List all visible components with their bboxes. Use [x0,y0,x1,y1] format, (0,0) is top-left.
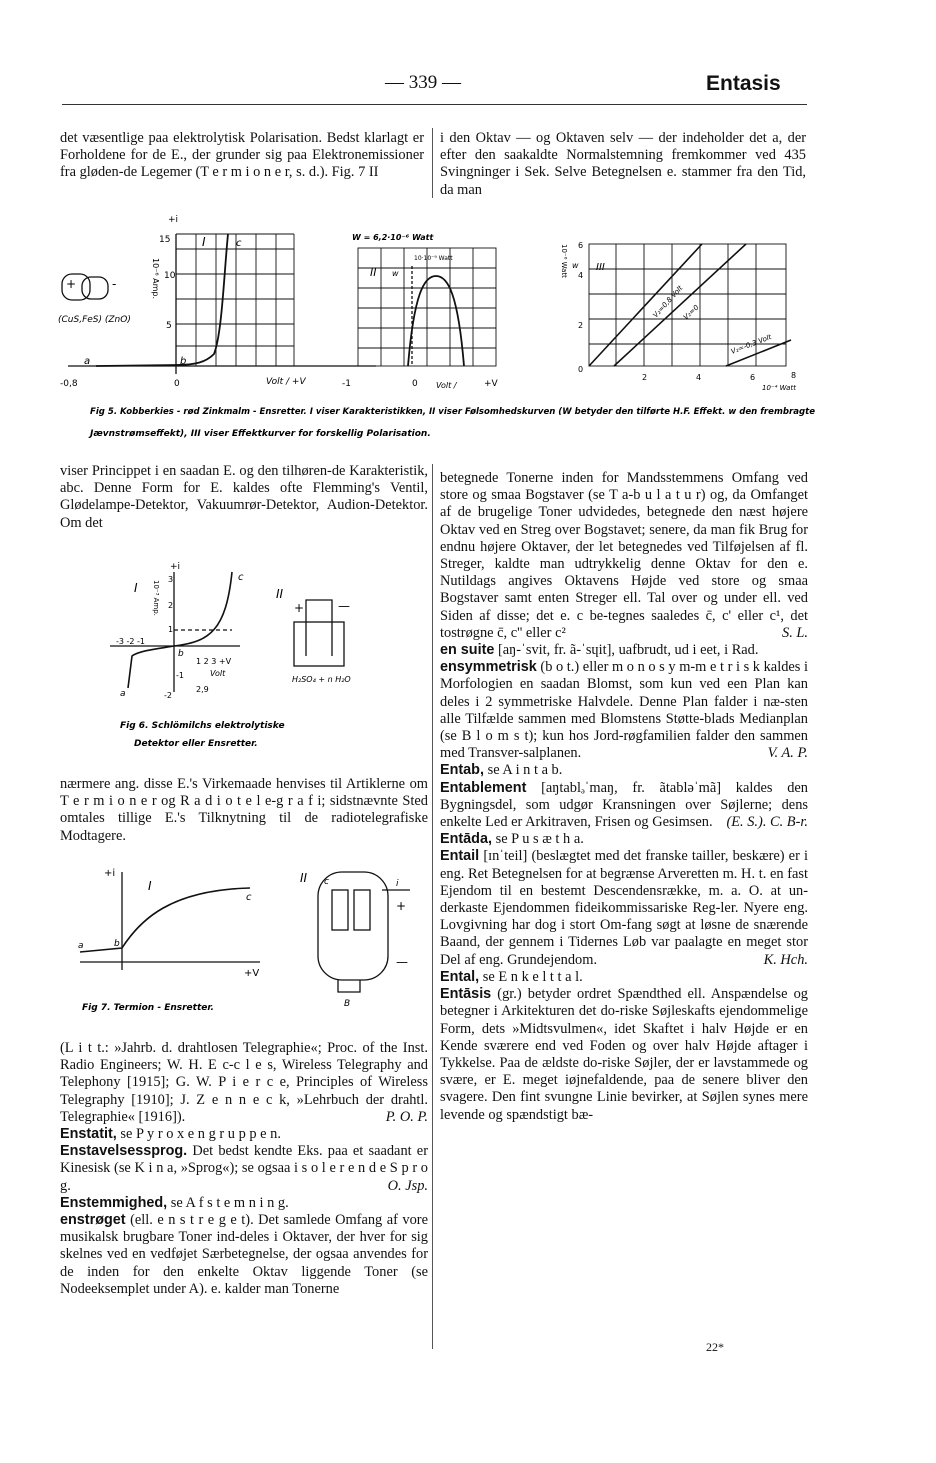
headword: Enstatit, [60,1126,117,1143]
entry-entail [440,848,808,968]
fig6-tick-2: 2 [168,601,174,610]
right-column-top [440,130,806,199]
fig7-curve [80,888,250,952]
entry-text: se A i n t a b. [487,762,563,779]
fig7-label-II: II [300,871,308,885]
p1-tick-10: 10 [164,271,176,281]
p2-label: II [370,266,377,279]
column-divider-top [432,128,433,198]
entry-text: se A f s t e m n i n g. [170,1194,289,1211]
paragraph: det væsentlige paa elektrolytisk Polarisation. Bedst klarlagt er Forholdene for de E., der grunder sig paa Elektronemissioner fra gløden-de Legemer (T e r m i o n e r, s. d.). Fig. 7 II [60,130,424,181]
fig7-caption: Fig 7. Termion - Ensretter. [82,1003,214,1013]
fig6-plus: + [294,601,305,615]
fig6-c: c [238,572,244,583]
p1-y-axis-label: 10⁻⁶ Amp. [151,258,160,300]
headword: Entail [440,848,480,865]
fig7-tube-c: c [324,877,329,887]
page-number: — 339 — [385,72,461,93]
signature: K. Hch. [763,951,808,968]
signature: (E. S.). C. B-r. [726,814,808,831]
fig6-caption-2: Detektor eller Ensretter. [134,739,258,749]
device-minus: - [112,277,117,291]
p3-xtick-6: 6 [750,373,756,382]
column-divider-main [432,464,433,1349]
signature: S. L. [782,624,808,641]
entry-ensymmetrisk [440,659,808,762]
fig5-caption-line2: Jævnstrømseffekt), III viser Effektkurver for forskellig Polarisation. [90,429,431,439]
entry-ental [440,969,808,986]
device-label: (CuS,FeS) (ZnO) [58,315,131,325]
fig6-v29: 2,9 [196,685,209,694]
fig5-caption-line1: Fig 5. Kobberkies - rød Zinkmalm - Ensretter. I viser Karakteristikken, II viser Følsomhedskurven (W betyder den tilførte H.F. Effekt. w den frembragte [90,407,815,417]
fig7-anode [332,890,348,930]
p3-line3-label: V₂=-0,3 Volt [729,333,773,356]
fig6-x-neg: -3 -2 -1 [116,637,146,646]
figure-5 [56,214,816,454]
literature-paragraph [60,1040,428,1126]
fig6-tick-1: 1 [168,625,174,634]
entry-enstemmighed [60,1195,428,1212]
entry-text: se E n k e l t t a l. [482,968,583,985]
p3-line1-label: V₂=0,8 Volt [651,284,685,320]
entry-enstavelsessprog [60,1143,428,1195]
p1-tick-neg08: -0,8 [60,379,78,389]
fig6-wire [306,600,332,612]
fig7-tube [318,872,388,980]
running-title: Entasis [706,72,781,95]
headword: Enstemmighed, [60,1194,168,1211]
figure-7 [70,860,430,1035]
fig7-tube-minus: — [396,955,408,969]
fig6-caption-1: Fig 6. Schlömilchs elektrolytiske [120,721,285,731]
p3-grid [589,244,786,366]
fig6-tick-3: 3 [168,575,174,584]
entry-en-suite [440,642,808,659]
p3-tick-6: 6 [578,241,584,250]
p1-tick-15: 15 [159,235,171,245]
fig7-y-plus: +i [104,868,116,879]
paragraph [440,470,808,642]
p1-x-label: Volt / +V [266,377,306,387]
fig6-x-pos: 1 2 3 +V [196,657,232,666]
headword: Entablement [440,779,527,796]
p3-line-0 [614,244,746,366]
p2-grid [358,248,496,366]
fig6-a: a [120,689,126,699]
p2-tick-neg1: -1 [342,379,351,389]
device-plus: + [66,277,77,291]
fig6-volt: Volt [210,669,226,678]
p3-line2-label: V₂=0 [681,303,701,322]
p3-tick-2: 2 [578,321,584,330]
entry-text: [aŋ-ˈsvit, fr. ã-ˈsɥit], uafbrudt, ud i eet, i Rad. [498,642,759,659]
p1-point-a: a [84,356,91,367]
headword: en suite [440,642,495,659]
fig7-tube-plus: + [396,899,407,913]
p1-tick-0: 0 [174,379,180,389]
figure-6 [110,560,370,765]
fig6-minus: — [338,599,350,613]
fig7-label-I: I [148,879,152,893]
entry-text: (gr.) betyder ordret Spændthed ell. Anspændelse og betegner i Arkitekturen det do-riske Søjleskafts ejendommelige Form, dets »Midtsvulmen«, idet Skaftet i halv Højde er en Kende sværere end ved Foden og over halv Højde aftager i Tykkelse. Paa de ældste do-riske Søjler, der er lavstammede og svære, er E. meget iøjnefaldende, paa de senere bliver den svagere. Den fint svungne Linie bevirker, at Søjlen synes mere levende og spændstigt bæ- [440,986,808,1123]
entry-enstatit [60,1126,428,1143]
paragraph: i den Oktav — og Oktaven selv — der indeholder det a, der efter den saakaldte Normalstemning fremkommer ved 435 Svingninger i Sek. Selve Betegnelsen e. stammer fra den Tid, da man [440,130,806,198]
entry-entada [440,831,808,848]
literature-text: (L i t t.: »Jahrb. d. drahtlosen Telegraphie«; Proc. of the Inst. Radio Engineers; W. H. E c-c l e s, Wireless Telegraphy and Telephony [1915]; G. W. P i e r c e, Principles of Wireless Telegraphy [1910]; J. Z e n n e c k, »Lehrbuch der drahtl. Telegraphie« [1916]). [60,1040,428,1125]
headword: ensymmetrisk [440,659,537,676]
p3-w: w [572,261,579,270]
p3-line-08 [589,244,702,366]
fig7-c: c [246,892,252,903]
entry-text: se P y r o x e n g r u p p e n. [120,1126,281,1143]
p3-tick-0: 0 [578,365,584,374]
p3-label: III [596,262,605,273]
paragraph: viser Princippet i en saadan E. og den tilhøren-de Karakteristik, abc. Denne Form for E. kaldes ofte Flemming's Ventil, Glødelampe-Detektor, Vakuumrør-Detektor, Audion-Detektor. Om det [60,463,428,531]
entry-text: (ell. e n s t r e g e t). Det samlede Omfang af vore musikalsk brugbare Toner ind-deles i Oktaver, der hver for sig skelnes ved en vedføjet Særbetegnelse, der ogsaa anvendes for de inden for den enkelte Oktav liggende Toner (se Nodeeksemplet under A). e. kalder man Tonerne [60,1212,428,1297]
fig7-b: b [114,939,120,949]
p2-small-w: w [392,269,399,278]
p2-tick-plusV: +V [484,379,498,389]
p2-w-label: 10·10⁻⁹ Watt [414,255,453,262]
entry-text: [aŋtablₔˈmaŋ, fr. ãtabləˈmã] kaldes den Bygningsdel, som udgør Kransningen over Søjlerne; dens enkelte Led er Arkitraven, Frisen og Gesimsen. [440,779,808,831]
entry-text: [ɪnˈteil] (beslægtet med det franske tailler, beskære) er i eng. Ret Betegnelsen for at begrænse Arveretten m. H. t. en fast Ejendom til en bestemt Descendensrække, m. a. O. at un-derkaste Ejendommen fideikommissariske Reg-ler. Nyere eng. Lovgivning har dog i stort Om-fang søgt at løsne de snærende Baand, der gennem i Tidernes Løb var paalagte en meget stor Del af eng. Grundejendom. [440,848,809,968]
p3-tick-4: 4 [578,271,584,280]
left-column-bottom [60,1040,428,1298]
fig7-x-plus: +V [244,968,260,979]
headword: Entab, [440,762,484,779]
p1-label: I [202,235,206,249]
p1-point-b: b [180,356,187,367]
left-column-mid [60,463,428,532]
p1-grid [176,234,294,366]
p1-tick-5: 5 [166,321,172,331]
signature: V. A. P. [767,745,808,762]
signature: P. O. P. [385,1108,428,1125]
p2-W-label: W = 6,2·10⁻⁶ Watt [352,233,434,242]
p1-curve-c: c [236,238,242,249]
p1-y-plus: +i [168,215,179,225]
entry-text: Det bedst kendte Eks. paa et saadant er Kinesisk (se K i n a, »Sprog«); se ogsaa i s o l e r e n d e S p r o g. [60,1143,428,1194]
entry-text: (b o t.) eller m o n o s y m-m e t r i s k kaldes i Morfologien en saadan Blomst, som kun ved een Plan kan deles i 2 symmetriske Halvdele. Denne Plan falder i næ-sten alle Tilfælde sammen med Blomstens Støtte-blads Medianplan (se B l o m s t); kun hos Jord-røgfamilien falder den sammen med Transver-salplanen. [440,659,808,762]
entry-entab [440,762,808,779]
page-signature: 22* [706,1340,724,1354]
p3-x-label: 10⁻⁴ Watt [762,384,796,392]
signature: O. Jsp. [387,1177,428,1194]
p3-xtick-4: 4 [696,373,702,382]
fig6-neg2: -2 [164,691,172,700]
p3-y-axis-label: 10⁻⁶ Watt [560,244,568,278]
right-column-main [440,470,808,1124]
entry-entasis [440,986,808,1124]
device-crystal-right [82,277,108,299]
fig7-a: a [78,941,84,951]
p2-curve [408,276,464,366]
fig7-tube-i: i [396,879,399,889]
headword: enstrøget [60,1212,126,1229]
fig6-label-II: II [276,587,284,601]
entry-entablement [440,780,808,832]
p3-xtick-2: 2 [642,373,648,382]
headword: Entāda, [440,831,492,848]
fig6-b: b [178,649,184,659]
headword: Ental, [440,968,480,985]
fig6-neg1: -1 [176,671,184,680]
fig6-y-unit: 10⁻³ Amp. [152,580,160,616]
entry-enstroeget [60,1212,428,1298]
fig7-stem [338,980,360,992]
header-rule [62,104,807,105]
fig6-label-I: I [134,581,138,595]
fig6-y-plus: +i [170,562,181,572]
paragraph-text: betegnede Tonerne inden for Mandsstemmens Omfang ved store og smaa Bogstaver (se T a-b u l a t u r) og, da Omfanget af de brugelige Toner udvidedes, betegnede den næst højere Oktav ved en Streg over Bogstavet; senere, da man fik Brug for endnu højere Oktaver, der let betegnedes ved Tilføjelsen af fl. Streger, kaldte man udtrykkelig denne Oktav for den e. Nutildags angives Oktavens Højde ved store og smaa Bogstaver samt enten Streger ell. Tal over og under ell. ved Siden af disse; det e. c be-tegnes saaledes c̄, c' eller c¹, det tostrøgne c̄, c'' eller c² [440,470,808,641]
left-column-top [60,130,424,182]
headword: Entāsis [440,986,492,1003]
left-column-low [60,776,428,845]
entry-text: se P u s æ t h a. [495,831,584,848]
headword: Enstavelsessprog. [60,1143,188,1160]
fig7-tube-B: B [344,999,351,1009]
fig6-cell [294,622,344,666]
p3-xtick-8: 8 [791,371,797,380]
fig7-grid [354,890,370,930]
fig6-solution: H₂SO₄ + n H₂O [292,675,351,684]
paragraph: nærmere ang. disse E.'s Virkemaade henvises til Artiklerne om T e r m i o n e r og R a d i o t e l e-g r a f i; sidstnævnte Sted omtales tillige E.'s Tilknytning til de radiotelegrafiske Modtagere. [60,776,428,844]
p2-tick-0: 0 [412,379,418,389]
p2-tick-volt: Volt / [436,381,457,390]
